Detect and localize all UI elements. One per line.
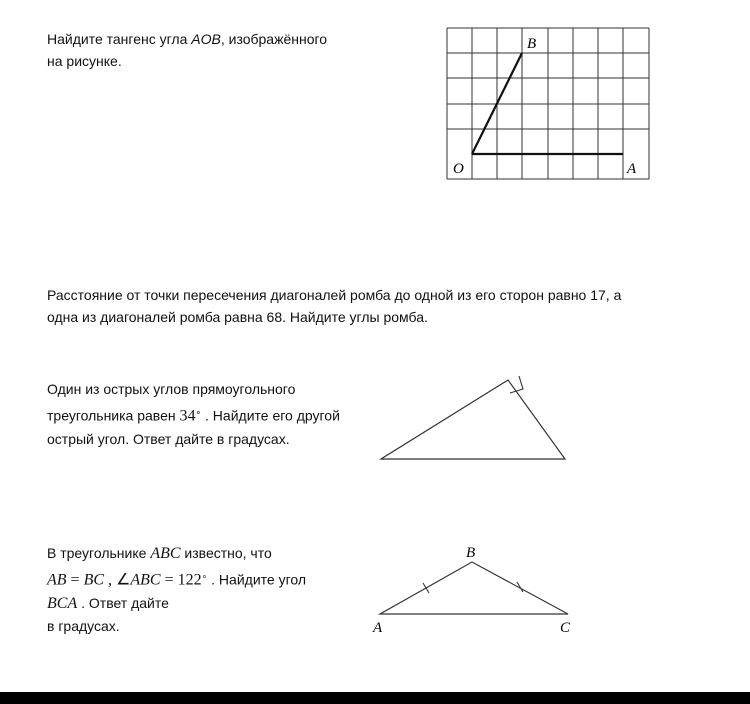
problem3-line2-post: . Найдите его другой bbox=[201, 407, 340, 424]
bottom-black-bar bbox=[0, 692, 750, 704]
isosceles-triangle bbox=[380, 562, 568, 614]
label-c: C bbox=[560, 620, 571, 636]
label-o: O bbox=[453, 161, 464, 177]
problem4-angle-bca: BCA bbox=[47, 594, 78, 612]
problem1-line2: на рисунке. bbox=[47, 53, 122, 69]
grid-lines bbox=[447, 28, 649, 179]
problem2-line1: Расстояние от точки пересечения диагоналей ромба до одной из его сторон равно 17, а bbox=[47, 287, 622, 303]
label-a: A bbox=[373, 620, 383, 636]
problem3-degree-sign: ∘ bbox=[195, 407, 202, 417]
problem3-angle-value: 34 bbox=[179, 407, 196, 425]
problem4-angle-value: = 122 bbox=[160, 571, 202, 589]
problem4-isosceles-triangle-figure bbox=[370, 540, 585, 640]
problem4-angle-abc: ABC bbox=[130, 571, 161, 589]
problem4-text bbox=[47, 542, 306, 638]
problem3-line2 bbox=[47, 401, 340, 428]
problem1-angle-name: AOB bbox=[191, 31, 221, 47]
problem4-line1-pre: В треугольнике bbox=[47, 545, 151, 561]
problem1-line1 bbox=[47, 28, 327, 50]
problem4-equals: = bbox=[66, 571, 84, 589]
problem3-text bbox=[47, 378, 340, 451]
problem4-line3-post: . Ответ дайте bbox=[77, 594, 169, 611]
problem4-degree-sign: ∘ bbox=[201, 571, 208, 581]
problem1-text bbox=[47, 28, 327, 72]
problem4-line2-post: . Найдите угол bbox=[207, 571, 307, 588]
problem4-line4: в градусах. bbox=[47, 617, 120, 634]
problem3-line1: Один из острых углов прямоугольного bbox=[47, 381, 296, 397]
problem4-line2 bbox=[47, 565, 306, 592]
problem1-grid-figure bbox=[440, 22, 660, 187]
problem1-line1-pre: Найдите тангенс угла bbox=[47, 31, 192, 47]
problem3-line2-pre: треугольника равен bbox=[47, 407, 180, 424]
label-b: B bbox=[527, 36, 537, 52]
label-b: B bbox=[466, 545, 476, 561]
tick-mark-ab bbox=[423, 583, 429, 593]
problem2-text bbox=[47, 284, 727, 328]
problem4-side-ab: AB bbox=[47, 571, 67, 589]
problem3-right-triangle-figure bbox=[375, 372, 575, 467]
label-a: A bbox=[627, 161, 637, 177]
problem4-line1 bbox=[47, 542, 306, 565]
problem4-side-bc: BC bbox=[83, 571, 105, 589]
problem4-triangle-name: ABC bbox=[150, 545, 181, 562]
problem3-line3: острый угол. Ответ дайте в градусах. bbox=[47, 430, 290, 447]
problem2-line2: одна из диагоналей ромба равна 68. Найдите углы ромба. bbox=[47, 309, 428, 325]
problem4-line3 bbox=[47, 592, 306, 615]
right-triangle bbox=[381, 380, 565, 459]
problem1-line1-post: , изображённого bbox=[220, 31, 328, 47]
problem4-angle-sign: , ∠ bbox=[104, 571, 131, 589]
problem4-line1-post: известно, что bbox=[180, 545, 272, 561]
